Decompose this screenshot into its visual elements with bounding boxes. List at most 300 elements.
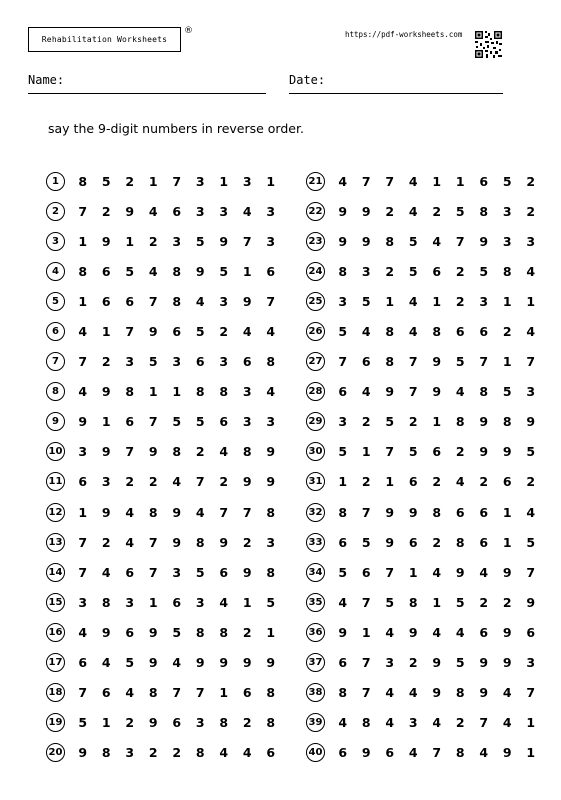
digit: 6 bbox=[338, 384, 348, 400]
problem-row bbox=[46, 527, 283, 557]
digit: 8 bbox=[266, 504, 276, 520]
problem-row bbox=[306, 286, 543, 316]
digit: 6 bbox=[101, 293, 111, 309]
digit: 2 bbox=[242, 624, 252, 640]
digit: 7 bbox=[361, 173, 371, 189]
problem-row bbox=[46, 377, 283, 407]
digit: 3 bbox=[408, 715, 418, 731]
problem-number: 17 bbox=[46, 653, 65, 672]
problem-number: 23 bbox=[306, 232, 325, 251]
digit: 3 bbox=[125, 354, 135, 370]
digit: 1 bbox=[385, 474, 395, 490]
digit: 2 bbox=[526, 173, 536, 189]
digit: 9 bbox=[432, 354, 442, 370]
digit: 8 bbox=[455, 534, 465, 550]
digit: 1 bbox=[526, 715, 536, 731]
digit: 1 bbox=[432, 293, 442, 309]
digit: 8 bbox=[195, 745, 205, 761]
digit: 5 bbox=[195, 324, 205, 340]
problem-number: 2 bbox=[46, 202, 65, 221]
problem-number: 4 bbox=[46, 262, 65, 281]
problem-number: 22 bbox=[306, 202, 325, 221]
digit: 2 bbox=[101, 203, 111, 219]
digit: 8 bbox=[242, 444, 252, 460]
digit: 8 bbox=[385, 354, 395, 370]
digit: 9 bbox=[455, 564, 465, 580]
problem-row bbox=[306, 708, 543, 738]
digit: 3 bbox=[479, 293, 489, 309]
digit: 2 bbox=[125, 474, 135, 490]
digit: 3 bbox=[266, 203, 276, 219]
digit: 2 bbox=[432, 534, 442, 550]
digit: 3 bbox=[385, 655, 395, 671]
digit: 5 bbox=[385, 414, 395, 430]
digit: 9 bbox=[148, 715, 158, 731]
digit: 7 bbox=[385, 173, 395, 189]
digit: 9 bbox=[101, 504, 111, 520]
digit: 6 bbox=[125, 564, 135, 580]
digit: 8 bbox=[172, 293, 182, 309]
digit: 5 bbox=[172, 414, 182, 430]
problem-number: 1 bbox=[46, 172, 65, 191]
digit: 6 bbox=[408, 534, 418, 550]
digit: 7 bbox=[361, 655, 371, 671]
digit: 7 bbox=[78, 354, 88, 370]
digit: 9 bbox=[101, 624, 111, 640]
digit: 2 bbox=[432, 203, 442, 219]
digit: 9 bbox=[479, 233, 489, 249]
problem-row bbox=[306, 738, 543, 768]
digit: 8 bbox=[101, 594, 111, 610]
digit: 9 bbox=[266, 655, 276, 671]
digit: 7 bbox=[125, 444, 135, 460]
digit: 7 bbox=[78, 564, 88, 580]
digit: 9 bbox=[101, 233, 111, 249]
digit: 3 bbox=[195, 594, 205, 610]
digit: 6 bbox=[502, 474, 512, 490]
digit: 4 bbox=[526, 324, 536, 340]
digit: 9 bbox=[242, 293, 252, 309]
digit: 7 bbox=[526, 685, 536, 701]
digit: 1 bbox=[125, 233, 135, 249]
digit: 5 bbox=[148, 354, 158, 370]
problem-number: 30 bbox=[306, 442, 325, 461]
digit: 6 bbox=[479, 173, 489, 189]
digit: 2 bbox=[361, 414, 371, 430]
digit: 8 bbox=[502, 263, 512, 279]
digit: 4 bbox=[502, 685, 512, 701]
digit: 4 bbox=[526, 504, 536, 520]
digit: 2 bbox=[195, 444, 205, 460]
digit: 5 bbox=[361, 534, 371, 550]
digit: 2 bbox=[408, 655, 418, 671]
problem-row bbox=[306, 497, 543, 527]
problem-number: 5 bbox=[46, 292, 65, 311]
problem-row bbox=[46, 316, 283, 346]
digit: 3 bbox=[502, 203, 512, 219]
digit: 6 bbox=[479, 324, 489, 340]
digit: 1 bbox=[219, 173, 229, 189]
digit: 5 bbox=[125, 263, 135, 279]
digit: 3 bbox=[172, 354, 182, 370]
digit: 9 bbox=[361, 203, 371, 219]
digit: 9 bbox=[148, 655, 158, 671]
digit: 1 bbox=[219, 685, 229, 701]
digit: 4 bbox=[125, 534, 135, 550]
digit: 4 bbox=[266, 384, 276, 400]
digit: 8 bbox=[479, 203, 489, 219]
digit: 4 bbox=[219, 594, 229, 610]
digit: 4 bbox=[408, 324, 418, 340]
digit: 9 bbox=[432, 655, 442, 671]
digit: 4 bbox=[148, 203, 158, 219]
problem-row bbox=[306, 648, 543, 678]
digit: 4 bbox=[242, 203, 252, 219]
digit: 9 bbox=[432, 685, 442, 701]
digit: 8 bbox=[266, 685, 276, 701]
digit: 5 bbox=[195, 564, 205, 580]
digit: 8 bbox=[338, 504, 348, 520]
date-line bbox=[289, 93, 503, 94]
digit: 6 bbox=[338, 745, 348, 761]
digit: 8 bbox=[479, 384, 489, 400]
digit: 2 bbox=[242, 715, 252, 731]
digit: 6 bbox=[479, 504, 489, 520]
problem-row bbox=[46, 407, 283, 437]
problem-number: 13 bbox=[46, 533, 65, 552]
digit: 4 bbox=[408, 745, 418, 761]
digit: 5 bbox=[78, 715, 88, 731]
digit: 3 bbox=[195, 715, 205, 731]
digit: 2 bbox=[455, 293, 465, 309]
digit: 1 bbox=[432, 173, 442, 189]
problem-row bbox=[306, 226, 543, 256]
problem-number: 12 bbox=[46, 503, 65, 522]
digit: 9 bbox=[385, 534, 395, 550]
problem-number: 21 bbox=[306, 172, 325, 191]
digit: 6 bbox=[338, 534, 348, 550]
problem-row bbox=[46, 708, 283, 738]
digit: 5 bbox=[526, 534, 536, 550]
digit: 9 bbox=[219, 534, 229, 550]
digit: 2 bbox=[101, 534, 111, 550]
digit: 4 bbox=[78, 624, 88, 640]
problem-number: 29 bbox=[306, 412, 325, 431]
digit: 7 bbox=[148, 564, 158, 580]
digit: 7 bbox=[338, 354, 348, 370]
digit: 6 bbox=[242, 685, 252, 701]
digit: 7 bbox=[361, 594, 371, 610]
digit: 6 bbox=[172, 203, 182, 219]
digit: 9 bbox=[338, 203, 348, 219]
digit: 5 bbox=[479, 263, 489, 279]
digit: 4 bbox=[385, 624, 395, 640]
digit: 9 bbox=[385, 504, 395, 520]
digit: 3 bbox=[526, 384, 536, 400]
digit: 4 bbox=[361, 384, 371, 400]
digit: 1 bbox=[266, 624, 276, 640]
digit: 2 bbox=[432, 474, 442, 490]
problem-row bbox=[46, 286, 283, 316]
digit: 1 bbox=[385, 293, 395, 309]
digit: 3 bbox=[242, 173, 252, 189]
digit: 9 bbox=[502, 624, 512, 640]
digit: 3 bbox=[172, 564, 182, 580]
digit: 1 bbox=[502, 293, 512, 309]
digit: 4 bbox=[479, 745, 489, 761]
digit: 7 bbox=[219, 504, 229, 520]
digit: 1 bbox=[502, 504, 512, 520]
problem-row bbox=[46, 256, 283, 286]
digit: 6 bbox=[479, 624, 489, 640]
digit: 3 bbox=[338, 293, 348, 309]
problem-number: 32 bbox=[306, 503, 325, 522]
problem-number: 25 bbox=[306, 292, 325, 311]
digit: 4 bbox=[432, 624, 442, 640]
digit: 5 bbox=[502, 173, 512, 189]
digit: 4 bbox=[526, 263, 536, 279]
problem-number: 40 bbox=[306, 743, 325, 762]
digit: 6 bbox=[125, 293, 135, 309]
problem-row bbox=[46, 166, 283, 196]
digit: 8 bbox=[408, 594, 418, 610]
digit: 2 bbox=[219, 324, 229, 340]
digit: 1 bbox=[101, 414, 111, 430]
digit: 8 bbox=[148, 685, 158, 701]
digit: 4 bbox=[266, 324, 276, 340]
digit: 4 bbox=[125, 504, 135, 520]
digit: 9 bbox=[148, 324, 158, 340]
digit: 3 bbox=[219, 293, 229, 309]
digit: 4 bbox=[219, 444, 229, 460]
digit: 4 bbox=[125, 685, 135, 701]
problem-row bbox=[46, 557, 283, 587]
problem-row bbox=[306, 437, 543, 467]
digit: 4 bbox=[338, 715, 348, 731]
digit: 6 bbox=[219, 414, 229, 430]
digit: 8 bbox=[125, 384, 135, 400]
digit: 8 bbox=[195, 534, 205, 550]
digit: 3 bbox=[242, 414, 252, 430]
digit: 6 bbox=[101, 685, 111, 701]
digit: 3 bbox=[266, 534, 276, 550]
digit: 4 bbox=[242, 324, 252, 340]
digit: 9 bbox=[125, 203, 135, 219]
digit: 3 bbox=[266, 233, 276, 249]
digit: 4 bbox=[172, 655, 182, 671]
digit: 6 bbox=[172, 324, 182, 340]
digit: 2 bbox=[455, 263, 465, 279]
digit: 2 bbox=[455, 444, 465, 460]
digit: 7 bbox=[148, 534, 158, 550]
digit: 9 bbox=[361, 233, 371, 249]
problem-row bbox=[46, 738, 283, 768]
digit: 1 bbox=[78, 293, 88, 309]
problem-number: 34 bbox=[306, 563, 325, 582]
digit: 4 bbox=[479, 564, 489, 580]
digit: 1 bbox=[526, 293, 536, 309]
digit: 7 bbox=[148, 293, 158, 309]
digit: 9 bbox=[266, 474, 276, 490]
problem-number: 18 bbox=[46, 683, 65, 702]
problem-row bbox=[46, 196, 283, 226]
digit: 2 bbox=[526, 474, 536, 490]
digit: 5 bbox=[338, 444, 348, 460]
digit: 6 bbox=[219, 564, 229, 580]
digit: 2 bbox=[125, 715, 135, 731]
digit: 8 bbox=[338, 263, 348, 279]
problem-row bbox=[46, 648, 283, 678]
problem-row bbox=[306, 347, 543, 377]
digit: 2 bbox=[479, 594, 489, 610]
digit: 9 bbox=[526, 414, 536, 430]
problem-row bbox=[306, 166, 543, 196]
digit: 3 bbox=[172, 233, 182, 249]
problem-row bbox=[306, 316, 543, 346]
digit: 9 bbox=[338, 233, 348, 249]
digit: 8 bbox=[266, 354, 276, 370]
digit: 9 bbox=[266, 444, 276, 460]
digit: 5 bbox=[455, 594, 465, 610]
digit: 4 bbox=[408, 685, 418, 701]
digit: 3 bbox=[219, 203, 229, 219]
digit: 2 bbox=[479, 474, 489, 490]
digit: 8 bbox=[219, 715, 229, 731]
problem-number: 15 bbox=[46, 593, 65, 612]
digit: 6 bbox=[338, 655, 348, 671]
problem-row bbox=[306, 256, 543, 286]
digit: 9 bbox=[219, 655, 229, 671]
digit: 4 bbox=[385, 685, 395, 701]
digit: 1 bbox=[266, 173, 276, 189]
problem-row bbox=[306, 587, 543, 617]
digit: 3 bbox=[78, 594, 88, 610]
problem-number: 37 bbox=[306, 653, 325, 672]
digit: 7 bbox=[195, 474, 205, 490]
digit: 1 bbox=[526, 745, 536, 761]
digit: 7 bbox=[408, 354, 418, 370]
digit: 9 bbox=[479, 655, 489, 671]
problem-number: 10 bbox=[46, 442, 65, 461]
problem-number: 11 bbox=[46, 472, 65, 491]
digit: 7 bbox=[266, 293, 276, 309]
digit: 3 bbox=[125, 745, 135, 761]
problem-number: 7 bbox=[46, 352, 65, 371]
site-url-link[interactable]: https://pdf-worksheets.com bbox=[345, 30, 463, 39]
digit: 2 bbox=[526, 203, 536, 219]
name-label: Name: bbox=[28, 73, 65, 87]
digit: 9 bbox=[479, 444, 489, 460]
name-line bbox=[28, 93, 266, 94]
digit: 2 bbox=[242, 534, 252, 550]
digit: 6 bbox=[455, 504, 465, 520]
digit: 4 bbox=[172, 474, 182, 490]
digit: 2 bbox=[125, 173, 135, 189]
digit: 3 bbox=[502, 233, 512, 249]
digit: 7 bbox=[78, 203, 88, 219]
digit: 1 bbox=[502, 534, 512, 550]
digit: 7 bbox=[242, 233, 252, 249]
digit: 7 bbox=[432, 745, 442, 761]
digit: 6 bbox=[266, 263, 276, 279]
digit: 3 bbox=[526, 233, 536, 249]
digit: 8 bbox=[266, 564, 276, 580]
digit: 8 bbox=[361, 715, 371, 731]
digit: 5 bbox=[266, 594, 276, 610]
problem-number: 14 bbox=[46, 563, 65, 582]
digit: 6 bbox=[526, 624, 536, 640]
digit: 7 bbox=[361, 685, 371, 701]
digit: 9 bbox=[195, 655, 205, 671]
digit: 9 bbox=[479, 414, 489, 430]
digit: 9 bbox=[408, 504, 418, 520]
digit: 8 bbox=[455, 414, 465, 430]
digit: 7 bbox=[361, 504, 371, 520]
digit: 4 bbox=[78, 384, 88, 400]
digit: 9 bbox=[172, 504, 182, 520]
digit: 5 bbox=[408, 444, 418, 460]
digit: 3 bbox=[361, 263, 371, 279]
digit: 1 bbox=[242, 263, 252, 279]
digit: 5 bbox=[172, 624, 182, 640]
problem-row bbox=[306, 407, 543, 437]
digit: 1 bbox=[148, 173, 158, 189]
digit: 6 bbox=[125, 624, 135, 640]
brand-title: Rehabilitation Worksheets bbox=[28, 27, 181, 52]
digit: 1 bbox=[432, 594, 442, 610]
digit: 9 bbox=[148, 444, 158, 460]
digit: 1 bbox=[172, 384, 182, 400]
digit: 6 bbox=[101, 263, 111, 279]
digit: 9 bbox=[148, 624, 158, 640]
problem-number: 8 bbox=[46, 382, 65, 401]
problem-row bbox=[306, 557, 543, 587]
digit: 5 bbox=[408, 233, 418, 249]
digit: 5 bbox=[361, 293, 371, 309]
digit: 8 bbox=[455, 685, 465, 701]
digit: 3 bbox=[101, 474, 111, 490]
problem-number: 16 bbox=[46, 623, 65, 642]
digit: 5 bbox=[526, 444, 536, 460]
digit: 4 bbox=[455, 474, 465, 490]
digit: 9 bbox=[361, 745, 371, 761]
digit: 5 bbox=[455, 354, 465, 370]
digit: 9 bbox=[526, 594, 536, 610]
digit: 6 bbox=[125, 414, 135, 430]
digit: 7 bbox=[78, 534, 88, 550]
digit: 5 bbox=[101, 173, 111, 189]
digit: 2 bbox=[502, 594, 512, 610]
digit: 4 bbox=[338, 594, 348, 610]
digit: 9 bbox=[479, 685, 489, 701]
digit: 8 bbox=[78, 173, 88, 189]
digit: 8 bbox=[432, 324, 442, 340]
digit: 3 bbox=[526, 655, 536, 671]
digit: 1 bbox=[361, 444, 371, 460]
digit: 8 bbox=[172, 444, 182, 460]
digit: 2 bbox=[385, 203, 395, 219]
digit: 8 bbox=[385, 233, 395, 249]
digit: 1 bbox=[78, 504, 88, 520]
problem-number: 31 bbox=[306, 472, 325, 491]
digit: 4 bbox=[101, 655, 111, 671]
problem-row bbox=[46, 678, 283, 708]
digit: 4 bbox=[361, 324, 371, 340]
digit: 4 bbox=[338, 173, 348, 189]
problem-column-right bbox=[306, 166, 543, 768]
digit: 4 bbox=[408, 203, 418, 219]
digit: 1 bbox=[432, 414, 442, 430]
